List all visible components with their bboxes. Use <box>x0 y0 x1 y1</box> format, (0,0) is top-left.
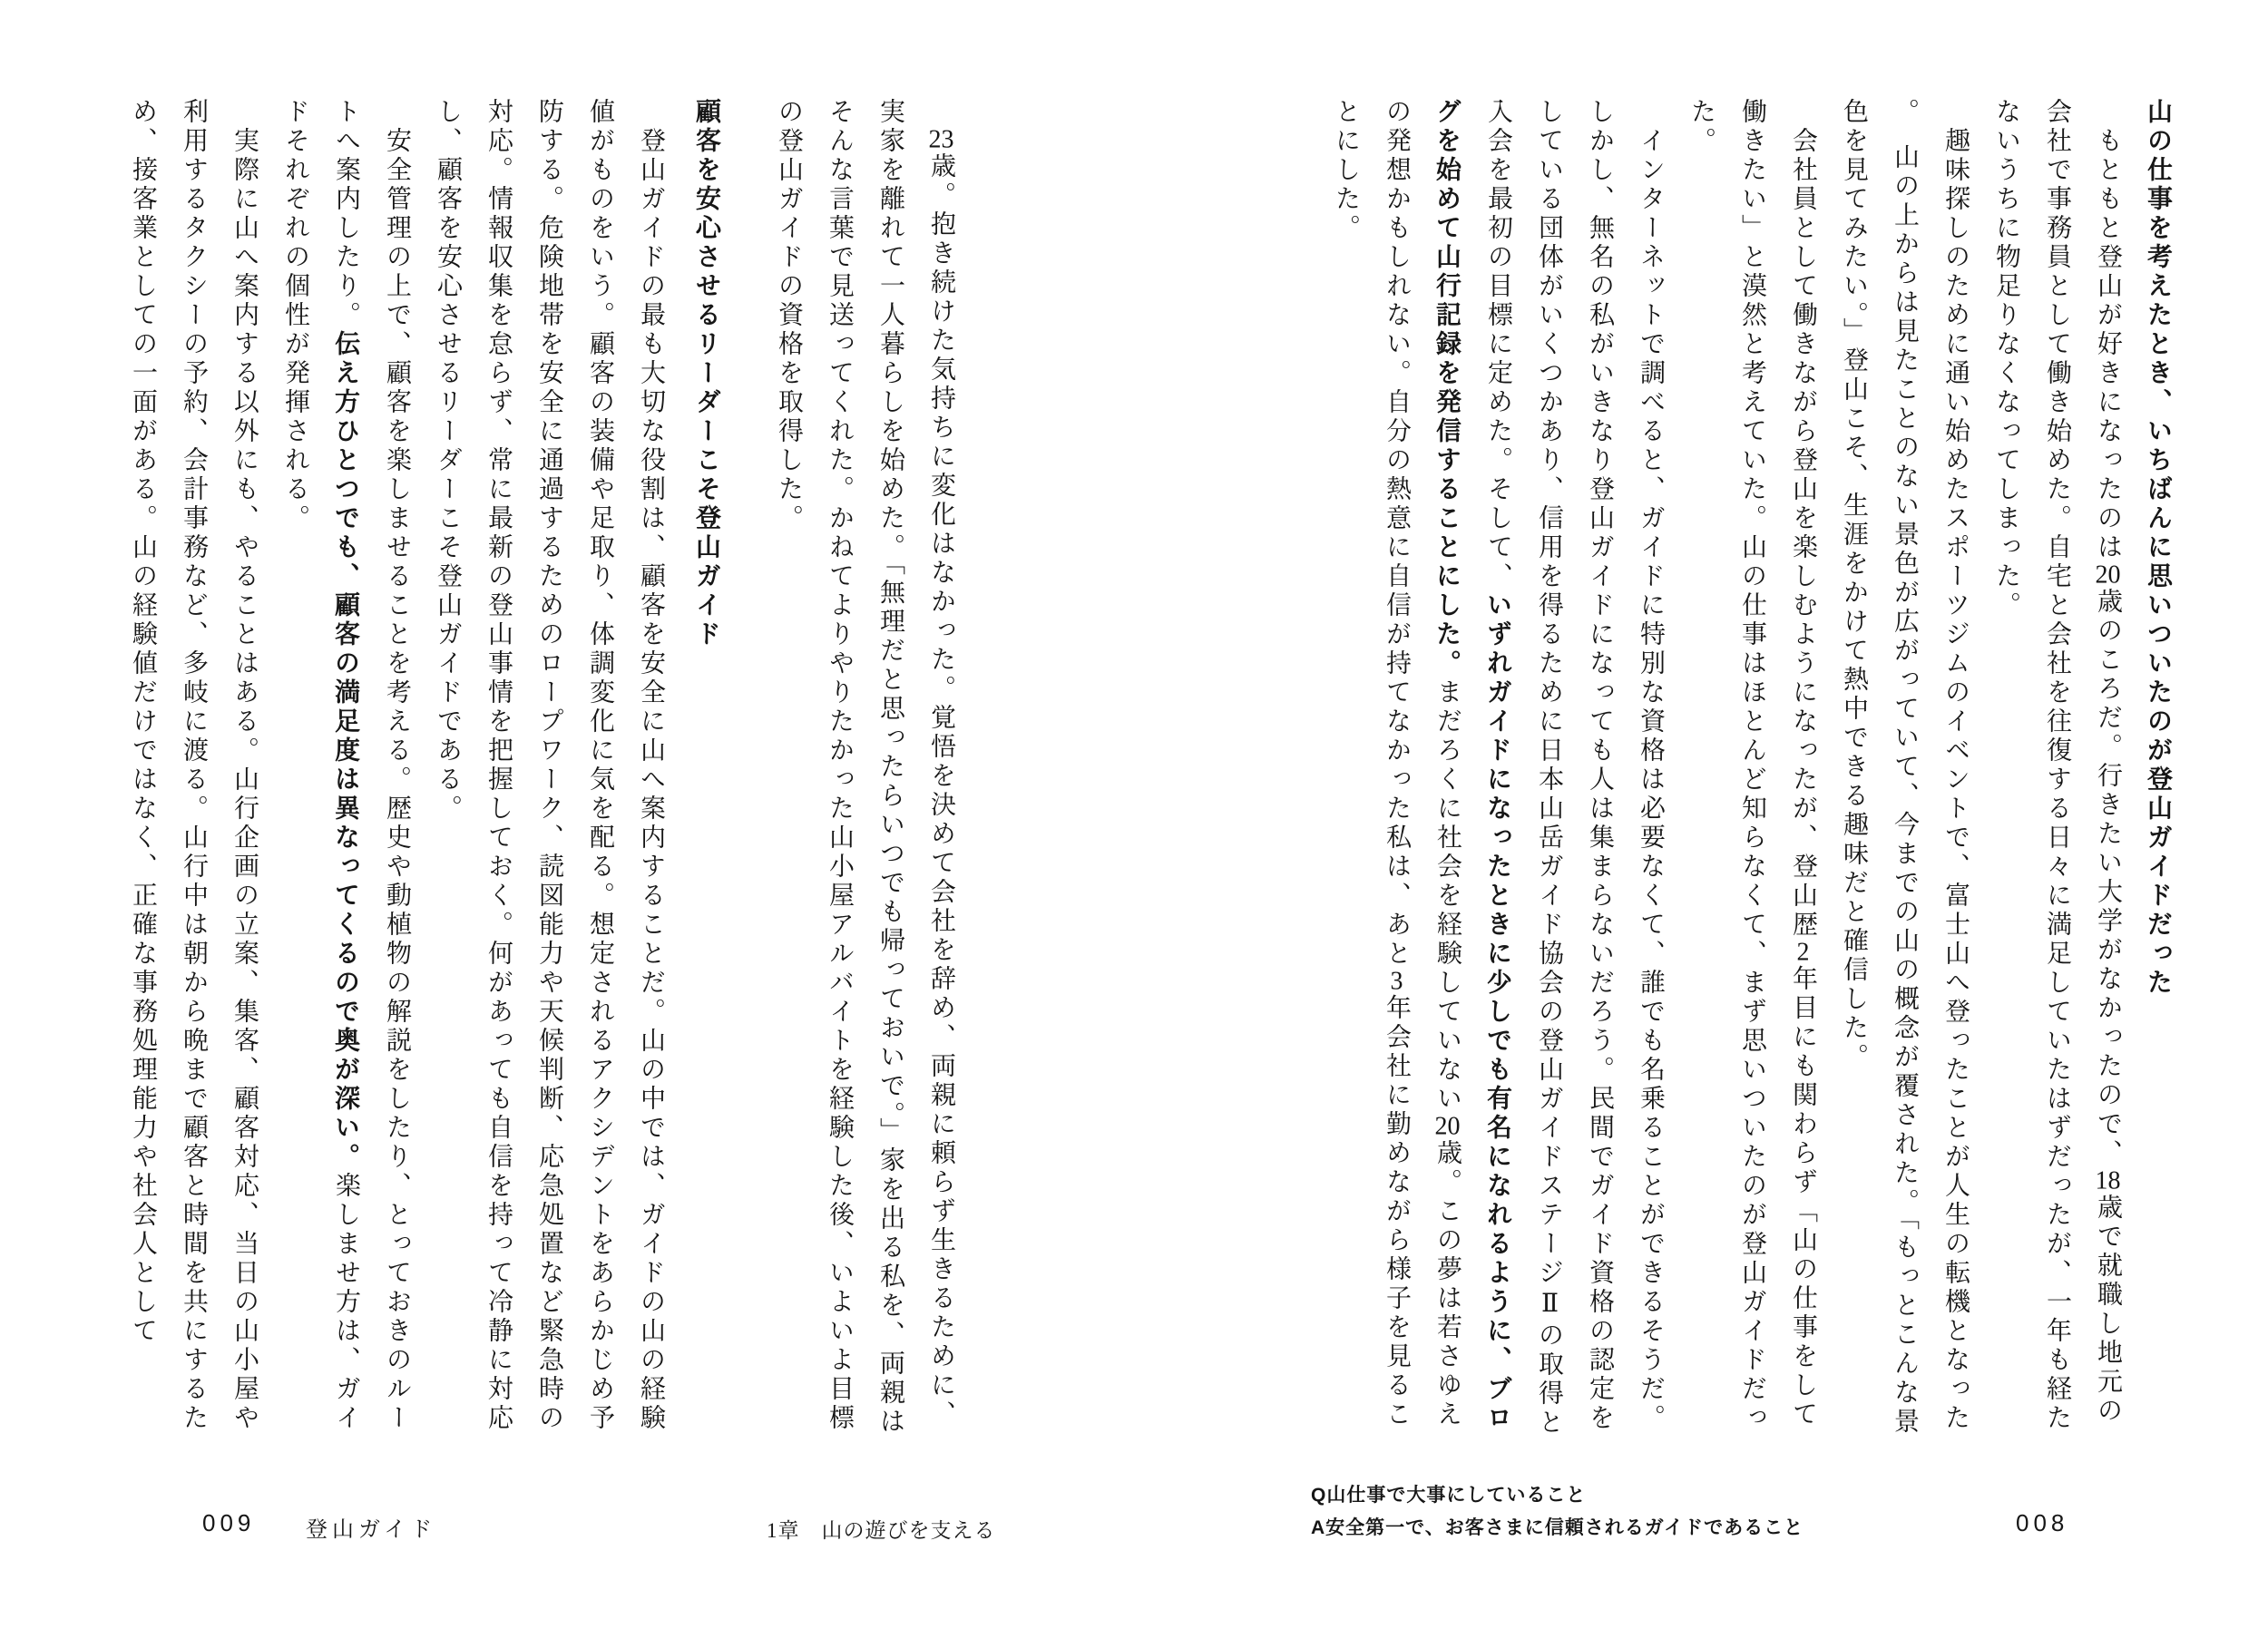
text-run: 歳。抱き続けた気持ちに変化はなかった。覚悟を決めて会社を辞め、両親に頼らず生きるために、実家を離れて一人暮らしを始めた。「無理だと思ったらいつでも帰っておいで。」家を出る私を、両親はそんな言葉で見送ってくれた。かねてよりやりたかった山小屋アルバイトを経験した後、いよいよ目標の登山ガイドの資格を取得した。 <box>775 98 955 1437</box>
text-run: 歳。この夢は若さゆえの発想かもしれない。自分の熱意に自信が持てなかった私は、あと <box>1383 98 1461 1429</box>
paragraph <box>117 98 269 1442</box>
tcy-number: 20 <box>2095 562 2121 588</box>
page-number-right: 008 <box>2016 1509 2069 1536</box>
text-run: 実際に山へ案内する以外にも、やることはある。山行企画の立案、集客、顧客対応、当日の山小屋や利用するタクシーの予約、会計事務など、多岐に渡る。山行中は朝から晩まで顧客と時間を共にするため、接客業としての一面がある。山の経験値だけではなく、正確な事務処理能力や社会人として <box>129 98 259 1433</box>
tcy-number: 3 <box>1390 969 1403 994</box>
footer-question: Q山仕事で大事にしていること <box>1311 1485 1587 1506</box>
paragraph <box>1980 98 2133 1442</box>
emphasis-text: 伝え方ひとつでも、顧客の満足度は異なってくるので奥が深い。 <box>332 330 360 1172</box>
text-run: 年会社に勤めながら様子を見ることにした。 <box>1332 98 1411 1429</box>
text-run: 登山ガイドの最も大切な役割は、顧客を安全に山へ案内することだ。山の中では、ガイドの山の経験値がものをいう。顧客の装備や足取り、体調変化に気を配る。想定されるアクシデントをあらかじめ予防する。危険地帯を安全に通過するためのロープワーク、読図能力や天候判断、応急処置など緊急時の対応。情報収集を怠らず、常に最新の登山事情を把握しておく。何があっても自信を持って冷静に対応し、顧客を安心させるリーダーこそ登山ガイドである。 <box>434 98 665 1433</box>
tcy-number: 20 <box>1434 1114 1461 1139</box>
text-run: 楽しませ方は、ガイドそれぞれの個性が発揮される。 <box>281 98 360 1433</box>
text-run: もともと登山が好きになったのは <box>2094 127 2122 562</box>
footer-answer: A安全第一で、お客さまに信頼されるガイドであること <box>1311 1517 1804 1538</box>
paragraph <box>269 98 422 1442</box>
paragraph <box>422 98 676 1442</box>
text-run: 趣味探しのために通い始めたスポーツジムのイベントで、富士山へ登ったことが人生の転機となった。 山の上からは見たことのない景色が広がっていて、今までの山の概念が覆された。「もっとこんな景色を見てみたい。」登山こそ、生涯をかけて熱中できる趣味だと確信した。 <box>1840 98 1970 1437</box>
tcy-number: 23 <box>928 127 954 152</box>
section-heading: 顧客を安心させるリーダーこそ登山ガイド <box>693 98 721 649</box>
text-run: 会社員として働きながら登山を楽しむようになったが、登山歴 <box>1789 127 1817 940</box>
text-run: インターネットで調べると、ガイドに特別な資格は必要なくて、誰でも名乗ることができるそうだ。しかし、無名の私がいきなり登山ガイドになっても人は集まらないだろう。民間でガイド資格の認定をしている団体がいくつかあり、信用を得るために日本山岳ガイド協会の登山ガイドステージⅡの取得と入会を最初の目標に定めた。そして、 <box>1484 98 1665 1438</box>
paragraph <box>1828 98 1980 1442</box>
text-run: まだろくに社会を経験していない <box>1433 678 1461 1114</box>
paragraph <box>763 98 966 1442</box>
left-page-text-block <box>41 98 966 1442</box>
text-run: 歳で就職し地元の会社で事務員として働き始めた。自宅と会社を往復する日々に満足していたはずだったが、一年も経たないうちに物足りなくなってしまった。 <box>1992 98 2122 1433</box>
right-page-text-block <box>1267 98 2184 1442</box>
tcy-number: 18 <box>2095 1168 2121 1194</box>
page-headline: 山の仕事を考えたとき、いちばんに思いついたのが登山ガイドだった <box>2145 98 2173 998</box>
book-title: 登山ガイド <box>306 1518 437 1542</box>
text-run: 歳のころだ。行きたい大学がなかったので、 <box>2094 588 2122 1168</box>
paragraph <box>1676 98 1828 1442</box>
paragraph <box>1320 98 1676 1442</box>
tcy-number: 2 <box>1796 940 1810 965</box>
chapter-label: 1章 山の遊びを支える <box>767 1519 996 1542</box>
page-008 <box>1134 0 2268 1648</box>
text-run: 年目にも関わらず「山の仕事をして働きたい」と漠然と考えていた。山の仕事はほとんど知らなくて、まず思いついたのが登山ガイドだった。 <box>1687 98 1817 1433</box>
page-number-left: 009 <box>202 1509 256 1536</box>
text-run: 安全管理の上で、顧客を楽しませることを考える。歴史や動植物の解説をしたり、とっておきのルートへ案内したり。 <box>332 98 411 1433</box>
emphasis-text: いずれガイドになったときに少しでも有名になれるように、ブログを始めて山行記録を発信することにした。 <box>1433 98 1512 1433</box>
